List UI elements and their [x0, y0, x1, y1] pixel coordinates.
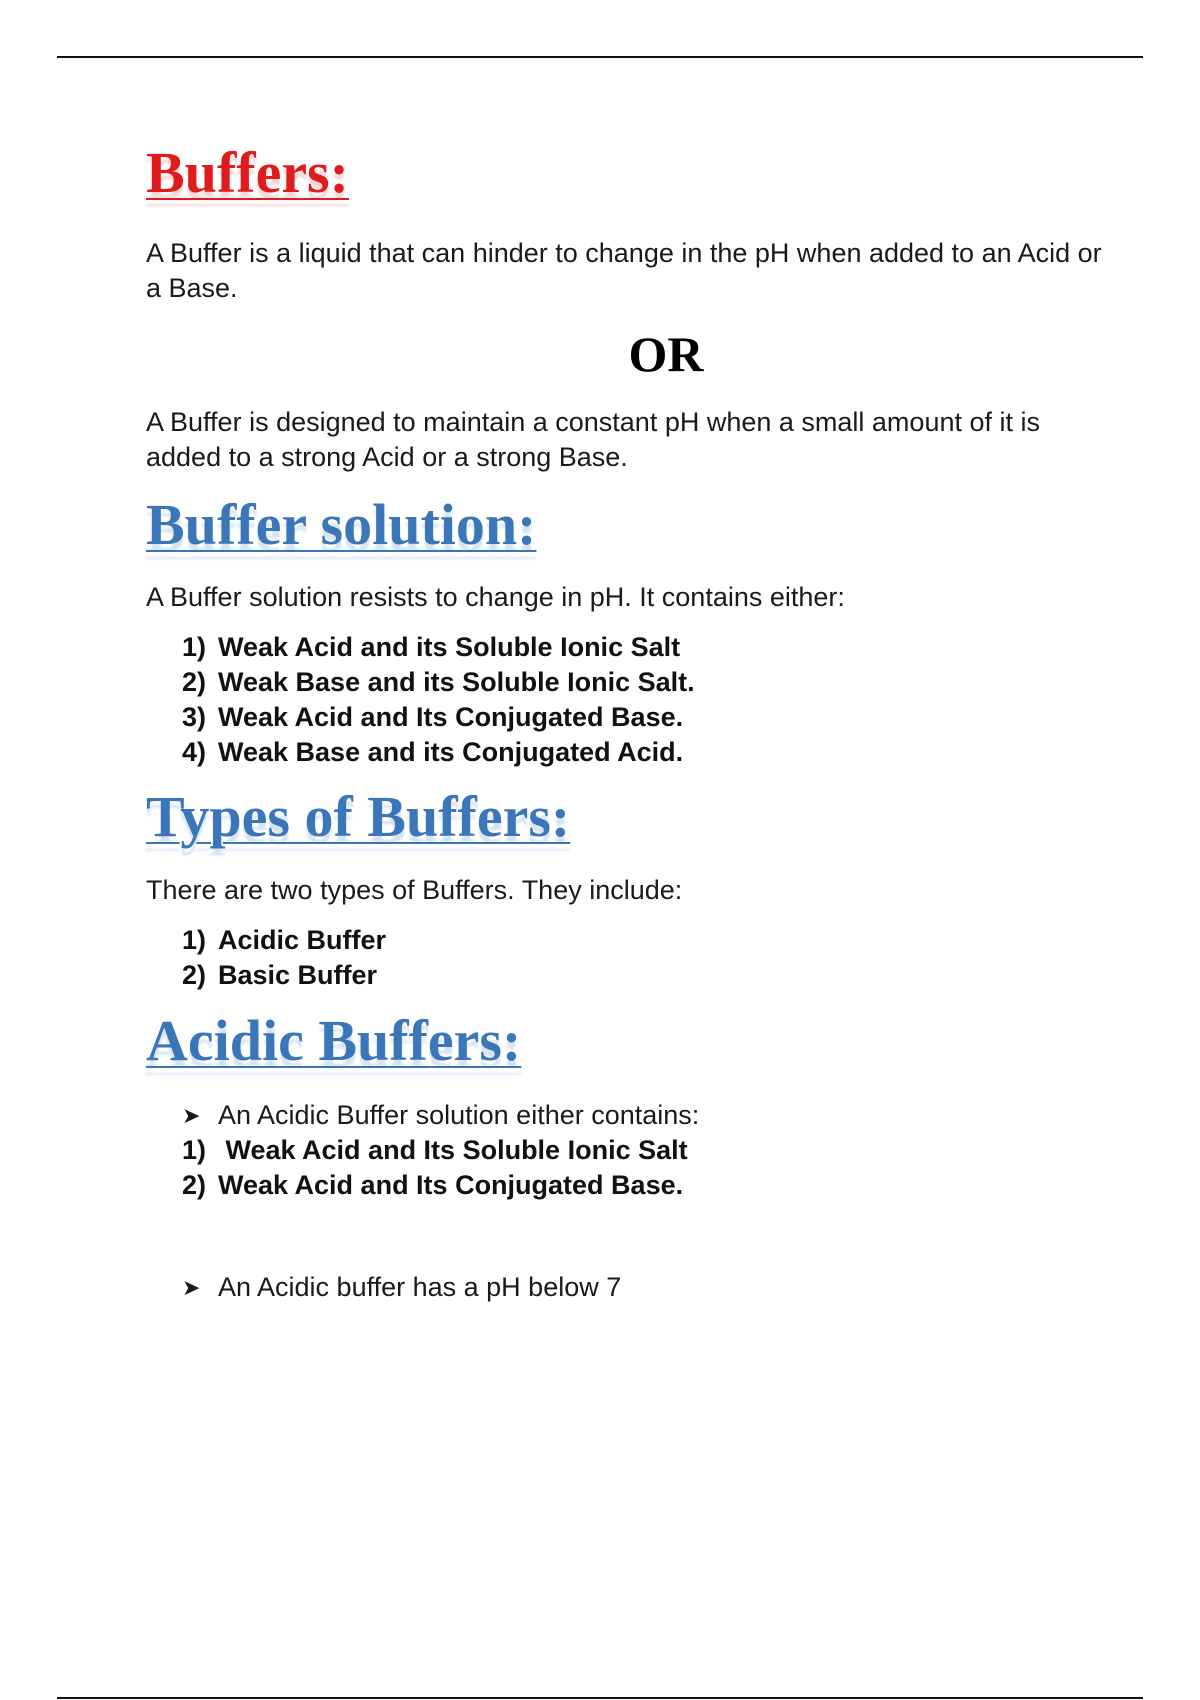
- list-item-number: 2): [182, 1170, 207, 1200]
- list-item-number: 2): [182, 667, 207, 697]
- types-list: [146, 923, 386, 993]
- list-item-number: 1): [182, 1135, 207, 1165]
- types-intro: There are two types of Buffers. They include:: [146, 875, 683, 905]
- page-bottom-rule: [57, 1697, 1143, 1699]
- list-item: [182, 1168, 688, 1203]
- heading-acidic-buffers: Acidic Buffers:: [146, 1008, 522, 1073]
- list-item-number: 3): [182, 702, 207, 732]
- list-item: [182, 735, 695, 770]
- list-item-text: Weak Acid and Its Conjugated Base.: [218, 702, 684, 732]
- list-item-text: An Acidic buffer has a pH below 7: [218, 1272, 622, 1302]
- list-item-text: Weak Base and its Conjugated Acid.: [218, 737, 684, 767]
- heading-types-of-buffers: Types of Buffers:: [146, 784, 571, 849]
- arrowhead-bullet-icon: ➤: [182, 1275, 201, 1300]
- list-item-text: An Acidic Buffer solution either contains:: [218, 1100, 700, 1130]
- acidic-buffer-list: [146, 1133, 688, 1203]
- list-item: [182, 1098, 699, 1133]
- list-item: [182, 1270, 621, 1305]
- list-item: [182, 630, 695, 665]
- list-item: [182, 923, 386, 958]
- page-top-rule: [57, 56, 1143, 58]
- acidic-bullet-list-2: [146, 1270, 621, 1305]
- or-separator: OR: [628, 326, 704, 382]
- list-item-number: 4): [182, 737, 207, 767]
- buffer-solution-list: [146, 630, 695, 770]
- list-item-text: Weak Acid and its Soluble Ionic Salt: [218, 632, 681, 662]
- list-item: [182, 958, 386, 993]
- heading-buffers-colon: :: [329, 140, 349, 205]
- list-item-text: Weak Base and its Soluble Ionic Salt.: [218, 667, 695, 697]
- list-item-number: 1): [182, 632, 207, 662]
- buffer-definition-1: A Buffer is a liquid that can hinder to change in the pH when added to an Acid or a Base.: [146, 238, 1102, 303]
- heading-buffers: [146, 140, 349, 206]
- acidic-bullet-list-1: [146, 1098, 699, 1133]
- list-item: [182, 1133, 688, 1168]
- heading-buffer-solution: Buffer solution:: [146, 492, 537, 557]
- list-item: [182, 665, 695, 700]
- list-item: [182, 700, 695, 735]
- buffer-definition-2: A Buffer is designed to maintain a constant pH when a small amount of it is added to a strong Acid or a strong Base.: [146, 407, 1040, 472]
- list-item-number: 2): [182, 960, 207, 990]
- list-item-text: Weak Acid and Its Soluble Ionic Salt: [218, 1135, 688, 1165]
- list-item-text: Basic Buffer: [218, 960, 378, 990]
- heading-buffers-text: Buffers: [146, 140, 330, 205]
- arrowhead-bullet-icon: ➤: [182, 1103, 201, 1128]
- buffer-solution-intro: A Buffer solution resists to change in pH. It contains either:: [146, 582, 845, 612]
- list-item-text: Acidic Buffer: [218, 925, 387, 955]
- list-item-number: 1): [182, 925, 207, 955]
- list-item-text: Weak Acid and Its Conjugated Base.: [218, 1170, 684, 1200]
